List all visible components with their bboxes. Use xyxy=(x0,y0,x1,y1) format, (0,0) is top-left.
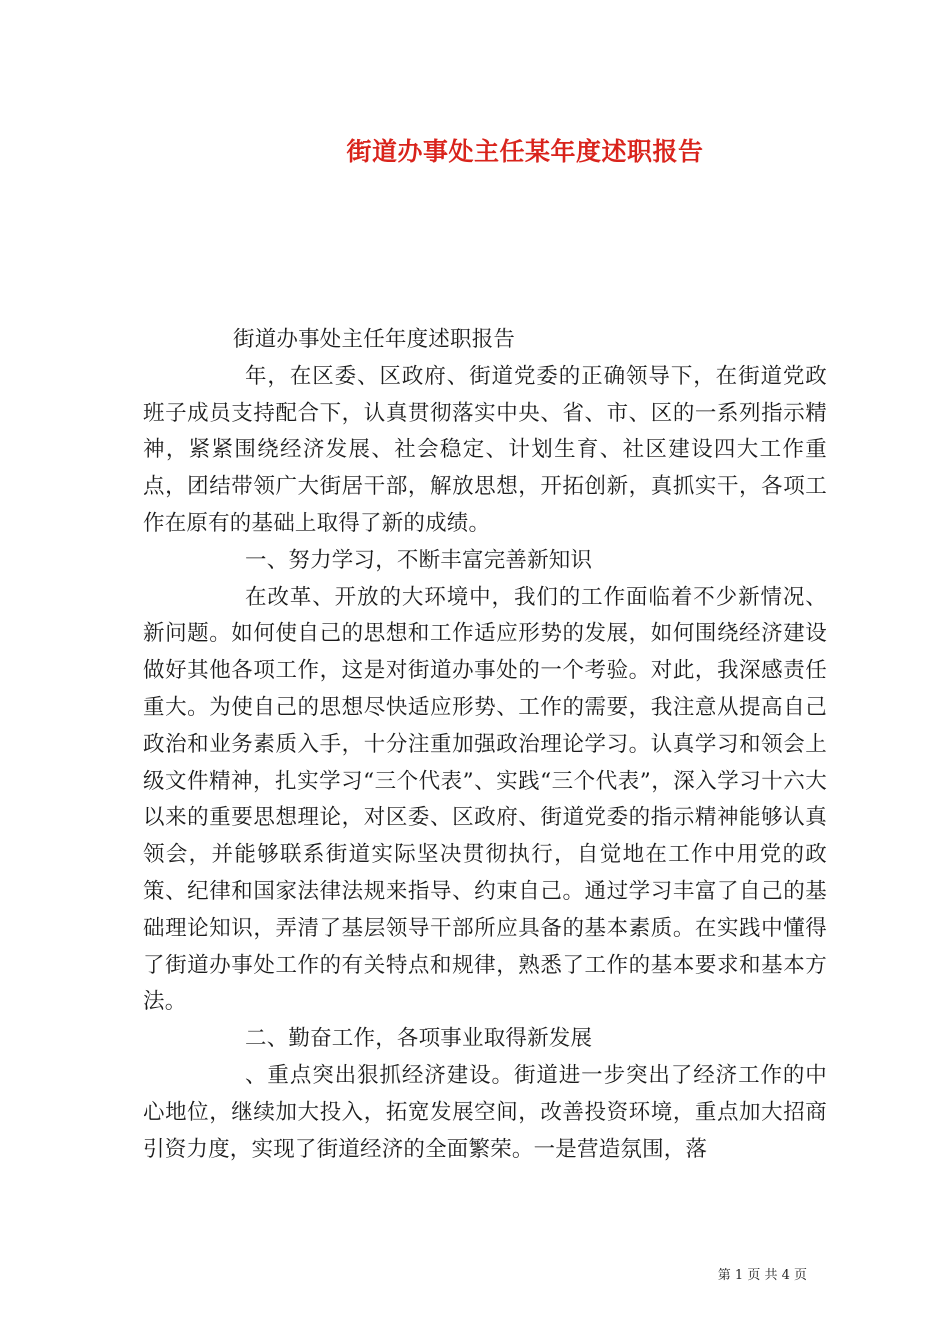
paragraph-intro: 年，在区委、区政府、街道党委的正确领导下，在街道党政班子成员支持配合下，认真贯彻落实中央、省、市、区的一系列指示精神，紧紧围绕经济发展、社会稳定、计划生育、社区建设四大工作重点，团结带领广大街居干部，解放思想，开拓创新，真抓实干，各项工作在原有的基础上取得了新的成绩。 xyxy=(143,363,827,536)
paragraph-study: 在改革、开放的大环境中，我们的工作面临着不少新情况、新问题。如何使自己的思想和工作适应形势的发展，如何围绕经济建设做好其他各项工作，这是对街道办事处的一个考验。对此，我深感责任重大。为使自己的思想尽快适应形势、工作的需要，我注意从提高自己政治和业务素质入手，十分注重加强政治理论学习。认真学习和领会上级文件精神，扎实学习“三个代表”、实践“三个代表”，深入学习十六大以来的重要思想理论，对区委、区政府、街道党委的指示精神能够认真领会，并能够联系街道实际坚决贯彻执行，自觉地在工作中用党的政策、纪律和国家法律法规来指导、约束自己。通过学习丰富了自己的基础理论知识，弄清了基层领导干部所应具备的基本素质。在实践中懂得了街道办事处工作的有关特点和规律，熟悉了工作的基本要求和基本方法。 xyxy=(143,584,827,1015)
document-body xyxy=(143,322,827,1168)
paragraph-economy: 、重点突出狠抓经济建设。街道进一步突出了经济工作的中心地位，继续加大投入，拓宽发展空间，改善投资环境，重点加大招商引资力度，实现了街道经济的全面繁荣。一是营造氛围，落 xyxy=(143,1062,827,1162)
document-subtitle: 街道办事处主任年度述职报告 xyxy=(233,327,516,352)
document-title: 街道办事处主任某年度述职报告 xyxy=(346,137,704,166)
page-number-footer: 第 1 页 共 4 页 xyxy=(717,1268,807,1283)
section-heading-1: 一、努力学习，不断丰富完善新知识 xyxy=(245,547,593,573)
section-heading-2: 二、勤奋工作，各项事业取得新发展 xyxy=(245,1026,593,1052)
